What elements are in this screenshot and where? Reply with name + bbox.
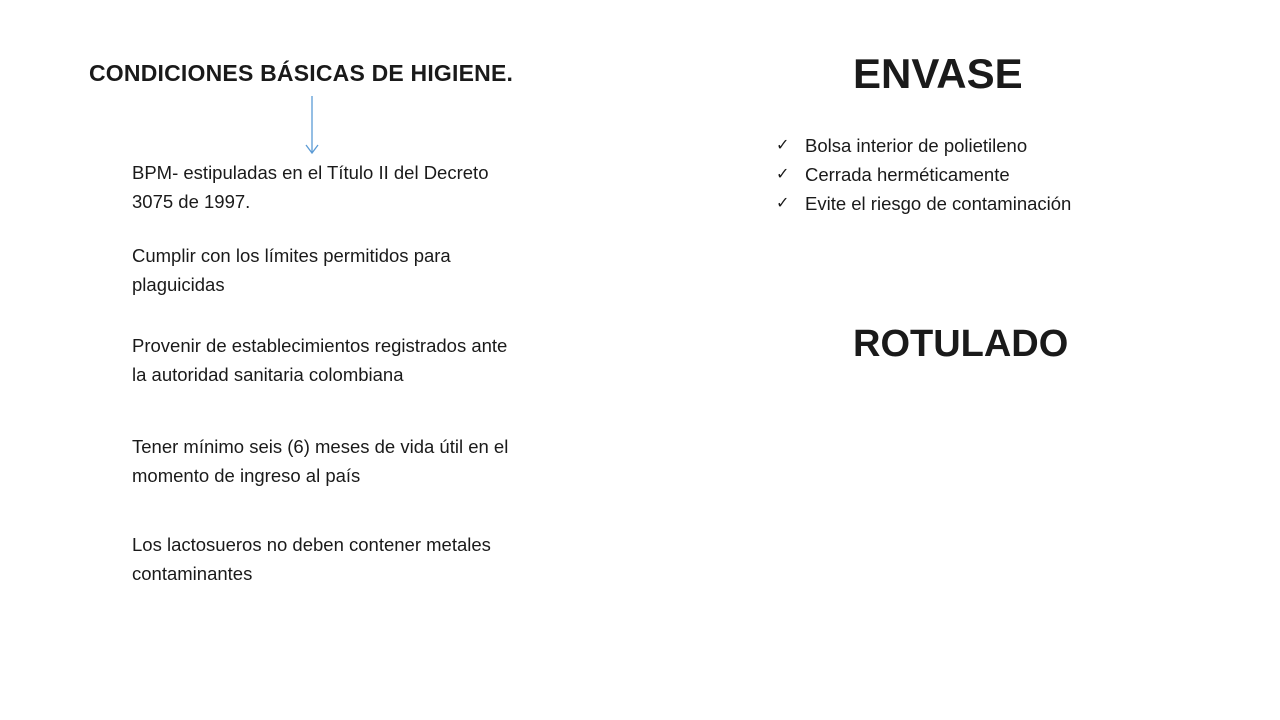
envase-title: ENVASE [853,50,1023,97]
requirement-paragraph: Provenir de establecimientos registrados ante la autoridad sanitaria colombiana [132,335,508,385]
checklist-item [776,131,1071,160]
checkmark-icon: ✓ [776,195,790,212]
checklist-item [776,189,1071,218]
requirement-paragraph: Los lactosueros no deben contener metales contaminantes [132,534,491,584]
checklist-item [776,160,1071,189]
rotulado-title: ROTULADO [853,323,1069,365]
requirement-paragraph: BPM- estipuladas en el Título II del Decreto 3075 de 1997. [132,162,489,212]
left-section-title: CONDICIONES BÁSICAS DE HIGIENE. [89,60,514,86]
checklist-item-label: Evite el riesgo de contaminación [805,193,1072,214]
checklist-item-label: Cerrada herméticamente [805,164,1010,185]
checkmark-icon: ✓ [776,137,790,154]
requirement-paragraph: Tener mínimo seis (6) meses de vida útil en el momento de ingreso al país [132,436,509,486]
checkmark-icon: ✓ [776,166,790,183]
checklist-item-label: Bolsa interior de polietileno [805,135,1028,156]
arrow-down-icon [302,96,322,158]
requirement-paragraph: Cumplir con los límites permitidos para plaguicidas [132,245,451,295]
envase-checklist [776,131,1071,218]
